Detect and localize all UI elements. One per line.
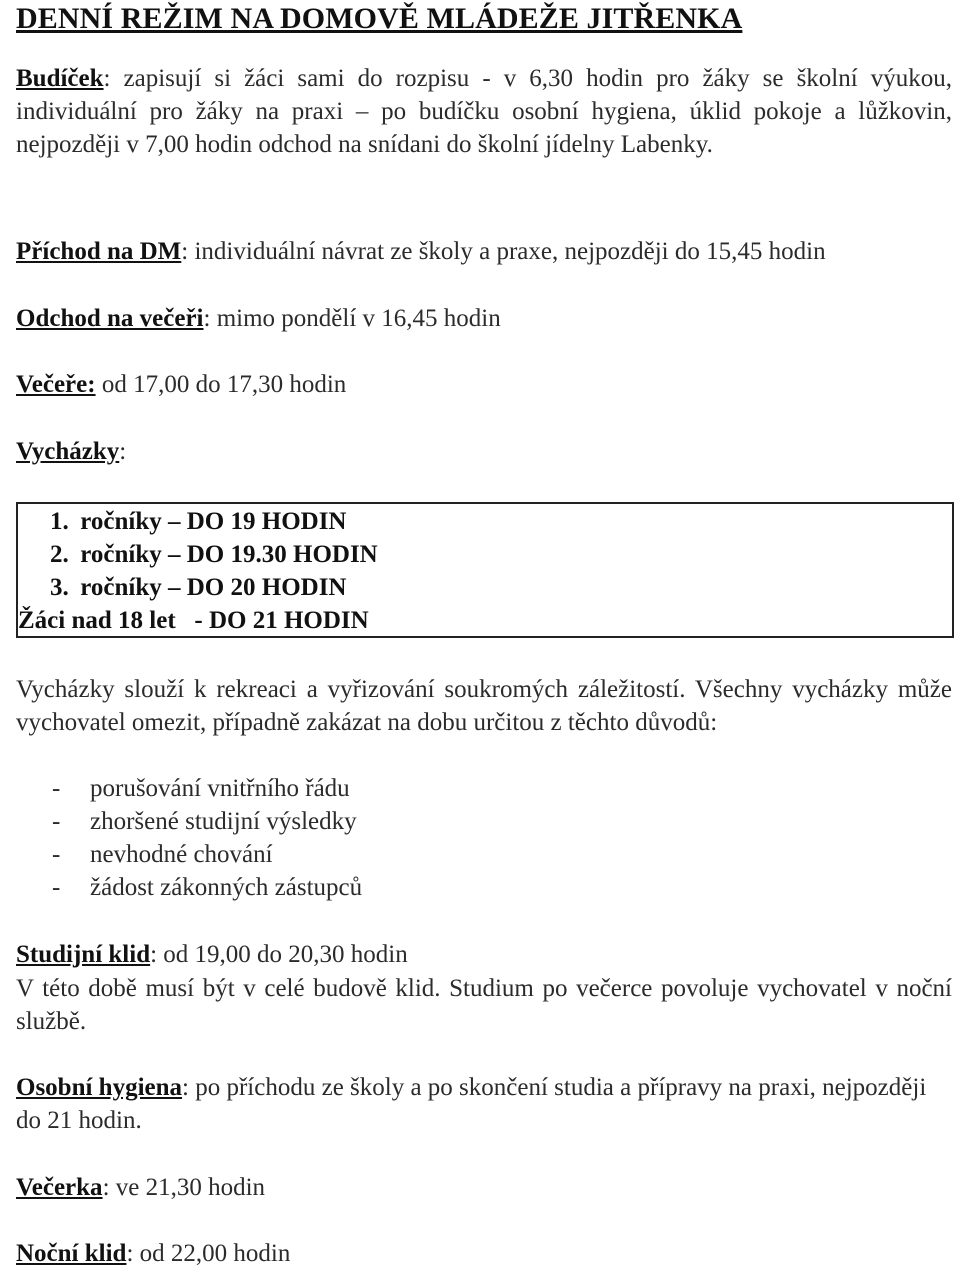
reasons-list: [16, 772, 362, 904]
vychazky-label: Vycházky: [16, 438, 120, 465]
reason-1: porušování vnitřního řádu: [90, 775, 350, 802]
schedule-num-3: 3.: [50, 574, 69, 601]
hygiena-text: : po příchodu ze školy a po skončení studia a přípravy na praxi, nejpozději do 21 hodin.: [16, 1074, 927, 1134]
studijni-label: Studijní klid: [16, 941, 151, 968]
vychazky-colon: :: [119, 438, 127, 465]
odchod-paragraph: [16, 302, 952, 335]
vychazky-schedule-box: [16, 502, 954, 638]
schedule-row-2: [50, 541, 378, 569]
dash-2: -: [52, 808, 61, 835]
hygiena-paragraph: [16, 1071, 952, 1137]
page-title: DENNÍ REŽIM NA DOMOVĚ MLÁDEŽE JITŘENKA: [16, 2, 743, 35]
vecerka-text: : ve 21,30 hodin: [102, 1174, 266, 1201]
nocni-text: : od 22,00 hodin: [126, 1240, 291, 1267]
reason-4: žádost zákonných zástupců: [90, 874, 363, 901]
dash-4: -: [52, 874, 61, 901]
odchod-text: : mimo pondělí v 16,45 hodin: [203, 305, 501, 332]
reason-3: nevhodné chování: [90, 841, 273, 868]
vecere-text: od 17,00 do 17,30 hodin: [95, 371, 347, 398]
prichod-label: Příchod na DM: [16, 238, 182, 265]
vecerka-paragraph: [16, 1171, 952, 1204]
dash-1: -: [52, 775, 61, 802]
studijni-text: : od 19,00 do 20,30 hodin: [150, 941, 408, 968]
budicek-paragraph: [16, 62, 952, 161]
vychazky-note: Vycházky slouží k rekreaci a vyřizování soukromých záležitostí. Všechny vycházky může vychovatel omezit, případně zakázat na dobu určitou z těchto důvodů:: [16, 676, 952, 736]
schedule-text-3: ročníky – DO 20 HODIN: [80, 574, 347, 601]
nocni-label: Noční klid: [16, 1240, 127, 1267]
vychazky-heading: [16, 435, 952, 468]
dash-3: -: [52, 841, 61, 868]
vecere-label: Večeře:: [16, 371, 96, 398]
odchod-label: Odchod na večeři: [16, 305, 204, 332]
nocni-paragraph: [16, 1237, 952, 1270]
list-item: [16, 805, 362, 838]
vecerka-label: Večerka: [16, 1174, 103, 1201]
schedule-num-1: 1.: [50, 508, 69, 535]
studijni-paragraph: [16, 938, 952, 971]
schedule-text-1: ročníky – DO 19 HODIN: [80, 508, 347, 535]
budicek-text: : zapisují si žáci sami do rozpisu - v 6,30 hodin pro žáky se školní výukou, individuální pro žáky na praxi – po budíčku osobní hygiena, úklid pokoje a lůžkovin, nejpozději v 7,00 hodin odchod na snídani do školní jídelny Labenky.: [16, 65, 952, 158]
schedule-text-2: ročníky – DO 19.30 HODIN: [80, 541, 378, 568]
schedule-over18: Žáci nad 18 let - DO 21 HODIN: [18, 607, 369, 634]
schedule-num-2: 2.: [50, 541, 69, 568]
prichod-text: : individuální návrat ze školy a praxe, nejpozději do 15,45 hodin: [181, 238, 826, 265]
list-item: [16, 871, 362, 904]
reason-2: zhoršené studijní výsledky: [90, 808, 357, 835]
prichod-paragraph: [16, 235, 952, 268]
studijni-note: V této době musí být v celé budově klid. Studium po večerce povoluje vychovatel v noční službě.: [16, 975, 952, 1035]
list-item: [16, 772, 362, 805]
schedule-row-1: [50, 508, 346, 536]
hygiena-label: Osobní hygiena: [16, 1074, 183, 1101]
schedule-row-3: [50, 574, 346, 602]
vecere-paragraph: [16, 368, 952, 401]
budicek-label: Budíček: [16, 65, 104, 92]
list-item: [16, 838, 362, 871]
